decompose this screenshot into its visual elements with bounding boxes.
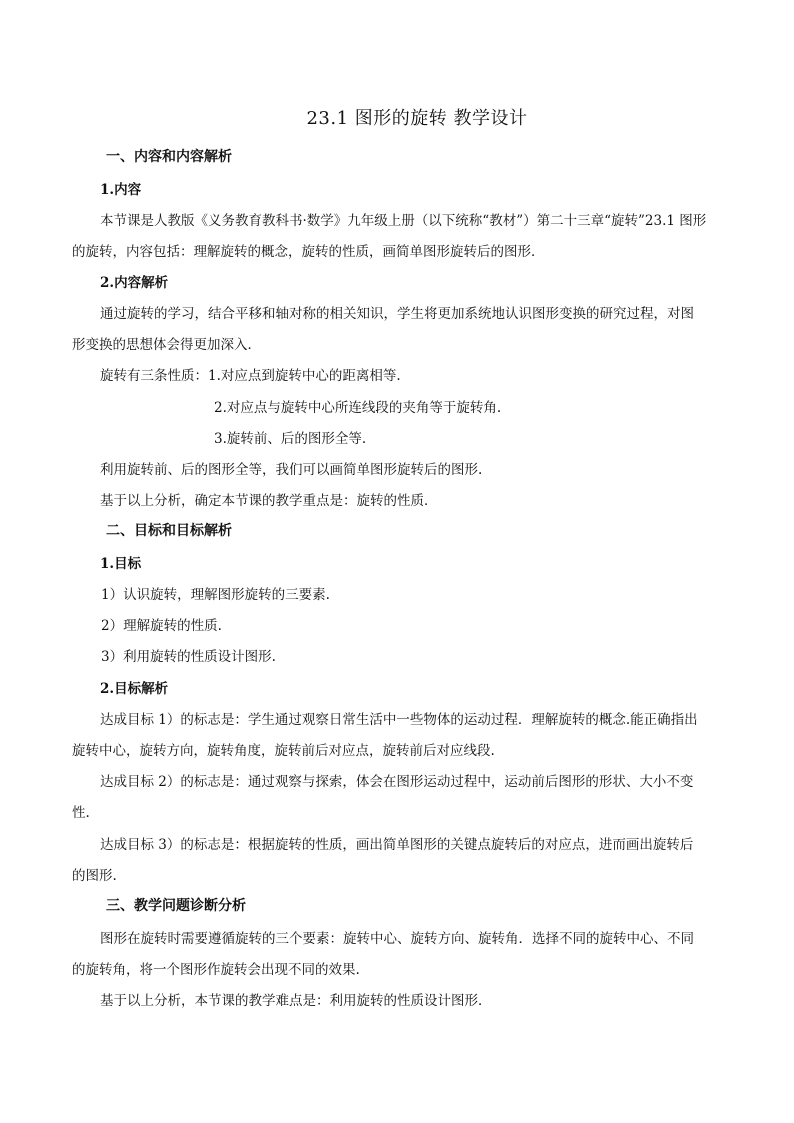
paragraph-line: 的旋转角，将一个图形作旋转会出现不同的效果.	[72, 962, 360, 978]
paragraph-line: 的旋转，内容包括：理解旋转的概念，旋转的性质，画简单图形旋转后的图形．	[72, 244, 545, 260]
property-3: 3.旋转前、后的图形全等.	[214, 431, 367, 447]
paragraph-line: 旋转中心，旋转方向，旋转角度，旋转前后对应点，旋转前后对应线段.	[72, 743, 495, 759]
paragraph-line: 图形在旋转时需要遵循旋转的三个要素：旋转中心、旋转方向、旋转角．选择不同的旋转中心、不同	[100, 931, 694, 947]
section-heading-diagnosis: 三、教学问题诊断分析	[106, 898, 246, 914]
paragraph-line: 性.	[72, 805, 90, 821]
paragraph-line: 利用旋转前、后的图形全等，我们可以画简单图形旋转后的图形.	[100, 462, 483, 478]
paragraph-line: 达成目标 1）的标志是：学生通过观察日常生活中一些物体的运动过程．理解旋转的概念.能正确指出	[100, 712, 698, 728]
paragraph-line: 本节课是人教版《义务教育教科书·数学》九年级上册（以下统称“教材”）第二十三章“旋转”23.1 图形	[100, 213, 707, 229]
properties-intro	[100, 364, 401, 384]
paragraph-line: 达成目标 3）的标志是：根据旋转的性质，画出简单图形的关键点旋转后的对应点，进而画出旋转后	[100, 837, 694, 853]
properties-prefix: 旋转有三条性质：	[100, 368, 208, 384]
paragraph-line: 通过旋转的学习，结合平移和轴对称的相关知识，学生将更加系统地认识图形变换的研究过程，对图	[100, 306, 694, 322]
paragraph-line: 的图形.	[72, 868, 117, 884]
goal-item: 1）认识旋转，理解图形旋转的三要素.	[101, 587, 330, 603]
subheading-content-analysis: 2.内容解析	[100, 275, 169, 291]
section-heading-content: 一、内容和内容解析	[106, 149, 232, 165]
property-2: 2.对应点与旋转中心所连线段的夹角等于旋转角.	[214, 400, 502, 416]
subheading-goals: 1.目标	[100, 556, 142, 572]
goal-item: 2）理解旋转的性质.	[101, 618, 222, 634]
paragraph-line: 形变换的思想体会得更加深入．	[72, 337, 261, 353]
goal-item: 3）利用旋转的性质设计图形.	[101, 649, 276, 665]
key-point-line: 基于以上分析，确定本节课的教学重点是：旋转的性质．	[100, 493, 438, 509]
property-1: 1.对应点到旋转中心的距离相等.	[208, 368, 401, 384]
difficulty-line: 基于以上分析，本节课的教学难点是：利用旋转的性质设计图形．	[100, 993, 492, 1009]
subheading-goals-analysis: 2.目标解析	[100, 681, 169, 697]
paragraph-line: 达成目标 2）的标志是：通过观察与探索，体会在图形运动过程中，运动前后图形的形状、大小不变	[100, 774, 694, 790]
subheading-content: 1.内容	[100, 182, 142, 198]
document-title: 23.1 图形的旋转 教学设计	[306, 108, 528, 129]
section-heading-goals: 二、目标和目标解析	[106, 523, 232, 539]
